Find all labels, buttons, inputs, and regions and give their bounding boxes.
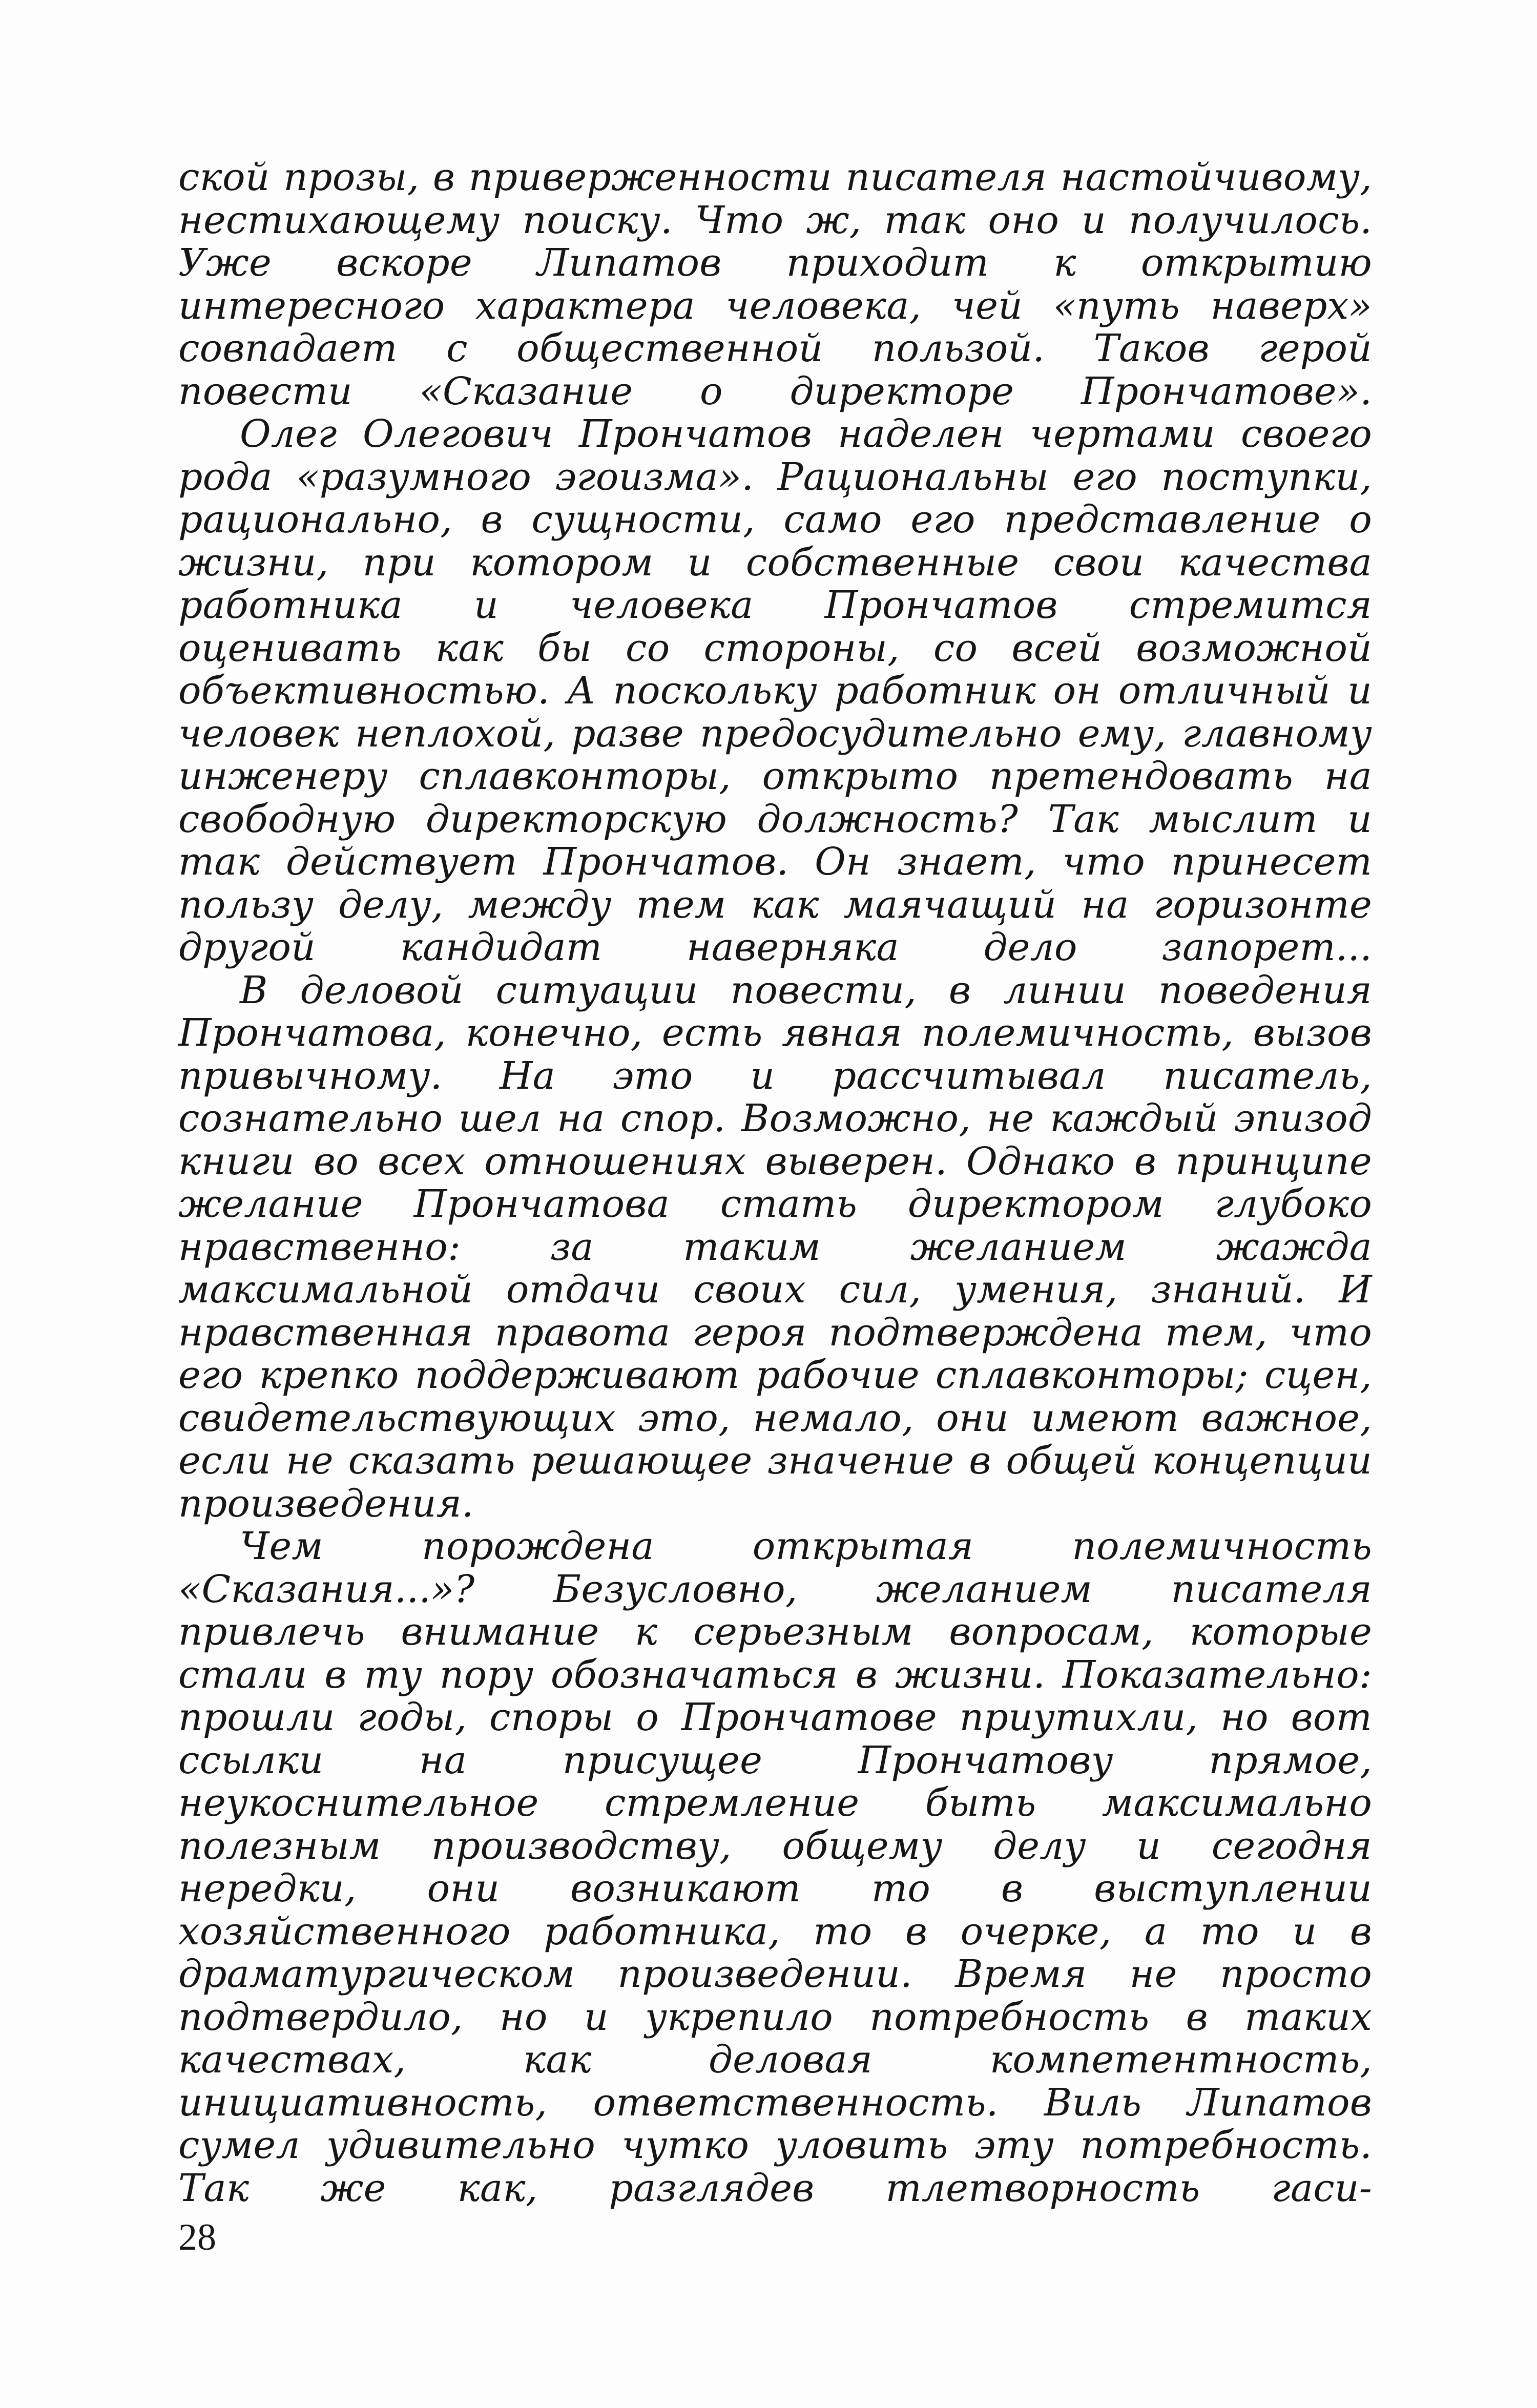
paragraph-3: В деловой ситуации повести, в линии поведения Прончатова, конечно, есть явная полемичность, вызов привычному. На это и рассчитывал писатель, сознательно шел на спор. Возможно, не каждый эпизод книги во всех отношениях выверен. Однако в принципе желание Прончатова стать директором глубоко нравственно: за таким желанием жажда максимальной отдачи своих сил, умения, знаний. И нравственная правота героя подтверждена тем, что его крепко поддерживают рабочие сплавконторы; сцен, свидетельствующих это, немало, они имеют важное, если не сказать решающее значение в общей концепции произведения. (178, 968, 1372, 1526)
paragraph-4: Чем порождена открытая полемичность «Сказания...»? Безусловно, желанием писателя привлечь внимание к серьезным вопросам, которые стали в ту пору обозначаться в жизни. Показательно: прошли годы, споры о Прончатове приутихли, но вот ссылки на присущее Прончатову прямое, неукоснительное стремление быть максимально полезным производству, общему делу и сегодня нередки, они возникают то в выступлении хозяйственного работника, то в очерке, а то и в драматургическом произведении. Время не просто подтвердило, но и укрепило потребность в таких качествах, как деловая компетентность, инициативность, ответственность. Виль Липатов сумел удивительно чутко уловить эту потребность. Так же как, разглядев тлетворность гаси- (178, 1524, 1372, 2210)
page-number: 28 (178, 2216, 216, 2258)
main-text (178, 156, 1372, 2210)
paragraph-2: Олег Олегович Прончатов наделен чертами своего рода «разумного эгоизма». Рациональны его поступки, рационально, в сущности, само его представление о жизни, при котором и собственные свои качества работника и человека Прончатов стремится оценивать как бы со стороны, со всей возможной объективностью. А поскольку работник он отличный и человек неплохой, разве предосудительно ему, главному инженеру сплавконторы, открыто претендовать на свободную директорскую должность? Так мыслит и так действует Прончатов. Он знает, что принесет пользу делу, между тем как маячащий на горизонте другой кандидат наверняка дело запорет... (178, 412, 1372, 969)
paragraph-1: ской прозы, в приверженности писателя настойчивому, нестихающему поиску. Что ж, так оно и получилось. Уже вскоре Липатов приходит к открытию интересного характера человека, чей «путь наверх» совпадает с общественной пользой. Таков герой повести «Сказание о директоре Прончатове». (178, 155, 1372, 413)
